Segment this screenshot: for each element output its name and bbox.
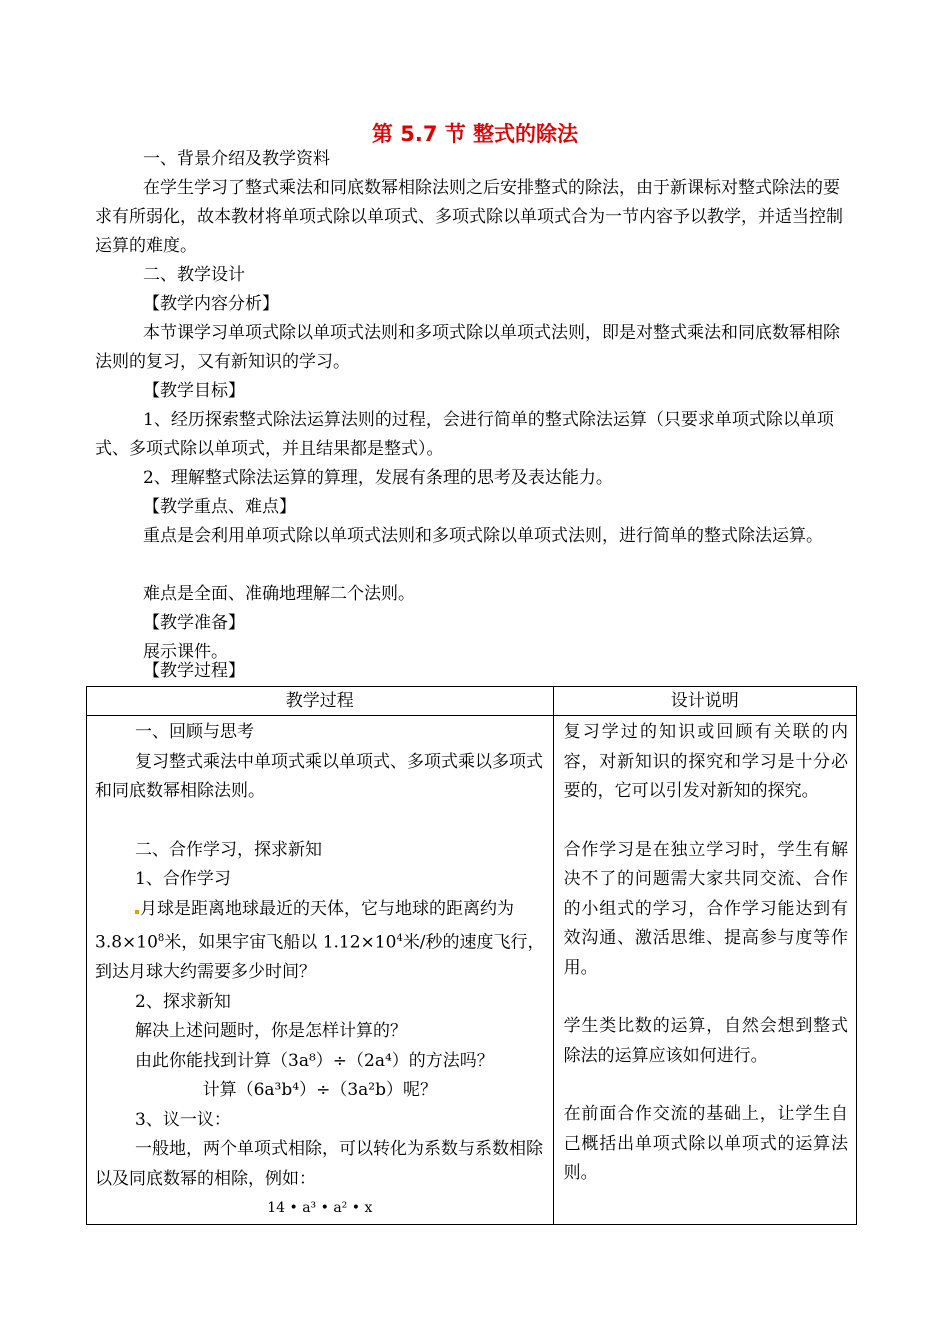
- prep-heading: 【教学准备】: [143, 613, 245, 633]
- key-points-heading: 【教学重点、难点】: [143, 497, 296, 517]
- coop-heading: 二、合作学习，探求新知: [135, 839, 322, 860]
- goal-2: 2、理解整式除法运算的算理，发展有条理的思考及表达能力。: [143, 468, 613, 488]
- process-cell: [87, 716, 554, 1225]
- coop-subheading: 1、合作学习: [135, 869, 231, 889]
- design-heading: 二、教学设计: [143, 265, 245, 285]
- review-text: 复习整式乘法中单项式乘以单项式、多项式乘以多项式和同底数幂相除法则。: [95, 751, 543, 801]
- edit-mark-icon: [135, 910, 139, 914]
- coop-problem: 月球是距离地球最近的天体，它与地球的距离约为 $3.8\times 10^8$米，如果宇宙飞船以 $1.12\times 10^4$米/秒的速度飞行，到达月球大约需要多少时间？: [95, 898, 545, 983]
- explore-question-2: 由此你能找到计算（3a⁸）÷（2a⁴）的方法吗？: [135, 1050, 494, 1071]
- difficulty-paragraph: 难点是全面、准确地理解二个法则。: [143, 584, 415, 604]
- design-note-2: 合作学习是在独立学习时，学生有解决不了的问题需大家共同交流、合作的小组式的学习，合作学习能达到有效沟通、激活思维、提高参与度等作用。: [563, 839, 848, 978]
- example-formula: 14 • a³ • a² • x: [267, 1200, 373, 1217]
- background-paragraph: 在学生学习了整式乘法和同底数幂相除法则之后安排整式的除法，由于新课标对整式除法的要求有所弱化，故本教材将单项式除以单项式、多项式除以单项式合为一节内容予以教学，并适当控制运算的难度。: [95, 178, 843, 256]
- key-point-paragraph: 重点是会利用单项式除以单项式法则和多项式除以单项式法则，进行简单的整式除法运算。: [143, 526, 823, 546]
- process-heading: 【教学过程】: [143, 661, 245, 681]
- discuss-subheading: 3、议一议：: [135, 1109, 231, 1130]
- review-heading: 一、回顾与思考: [135, 722, 254, 742]
- explore-question-1: 解决上述问题时，你是怎样计算的？: [135, 1021, 407, 1042]
- content-analysis-heading: 【教学内容分析】: [143, 294, 279, 314]
- background-heading: 一、背景介绍及教学资料: [143, 149, 330, 169]
- goal-1: 1、经历探索整式除法运算法则的过程，会进行简单的整式除法运算（只要求单项式除以单项式、多项式除以单项式，并且结果都是整式）。: [95, 410, 834, 459]
- page-title: 第 5.7 节 整式的除法: [371, 122, 579, 146]
- design-note-cell: [553, 716, 856, 1225]
- table-header-row: [87, 687, 857, 716]
- header-process: 教学过程: [87, 687, 554, 716]
- table-body-row: [87, 716, 857, 1225]
- prep-paragraph: 展示课件。: [143, 642, 228, 662]
- discuss-text: 一般地，两个单项式相除，可以转化为系数与系数相除以及同底数幂的相除，例如：: [95, 1139, 543, 1189]
- content-analysis-paragraph: 本节课学习单项式除以单项式法则和多项式除以单项式法则，即是对整式乘法和同底数幂相除法则的复习，又有新知识的学习。: [95, 323, 840, 372]
- design-note-1: 复习学过的知识或回顾有关联的内容，对新知识的探究和学习是十分必要的，它可以引发对新知的探究。: [563, 722, 848, 801]
- explore-question-3: 计算（6a³b⁴）÷（3a²b）呢？: [202, 1080, 437, 1101]
- teaching-process-table: [86, 686, 857, 1225]
- goals-heading: 【教学目标】: [143, 381, 245, 401]
- header-design-note: 设计说明: [553, 687, 856, 716]
- design-note-4: 在前面合作交流的基础上，让学生自己概括出单项式除以单项式的运算法则。: [563, 1104, 848, 1183]
- design-note-3: 学生类比数的运算，自然会想到整式除法的运算应该如何进行。: [563, 1016, 848, 1066]
- explore-subheading: 2、探求新知: [135, 991, 231, 1012]
